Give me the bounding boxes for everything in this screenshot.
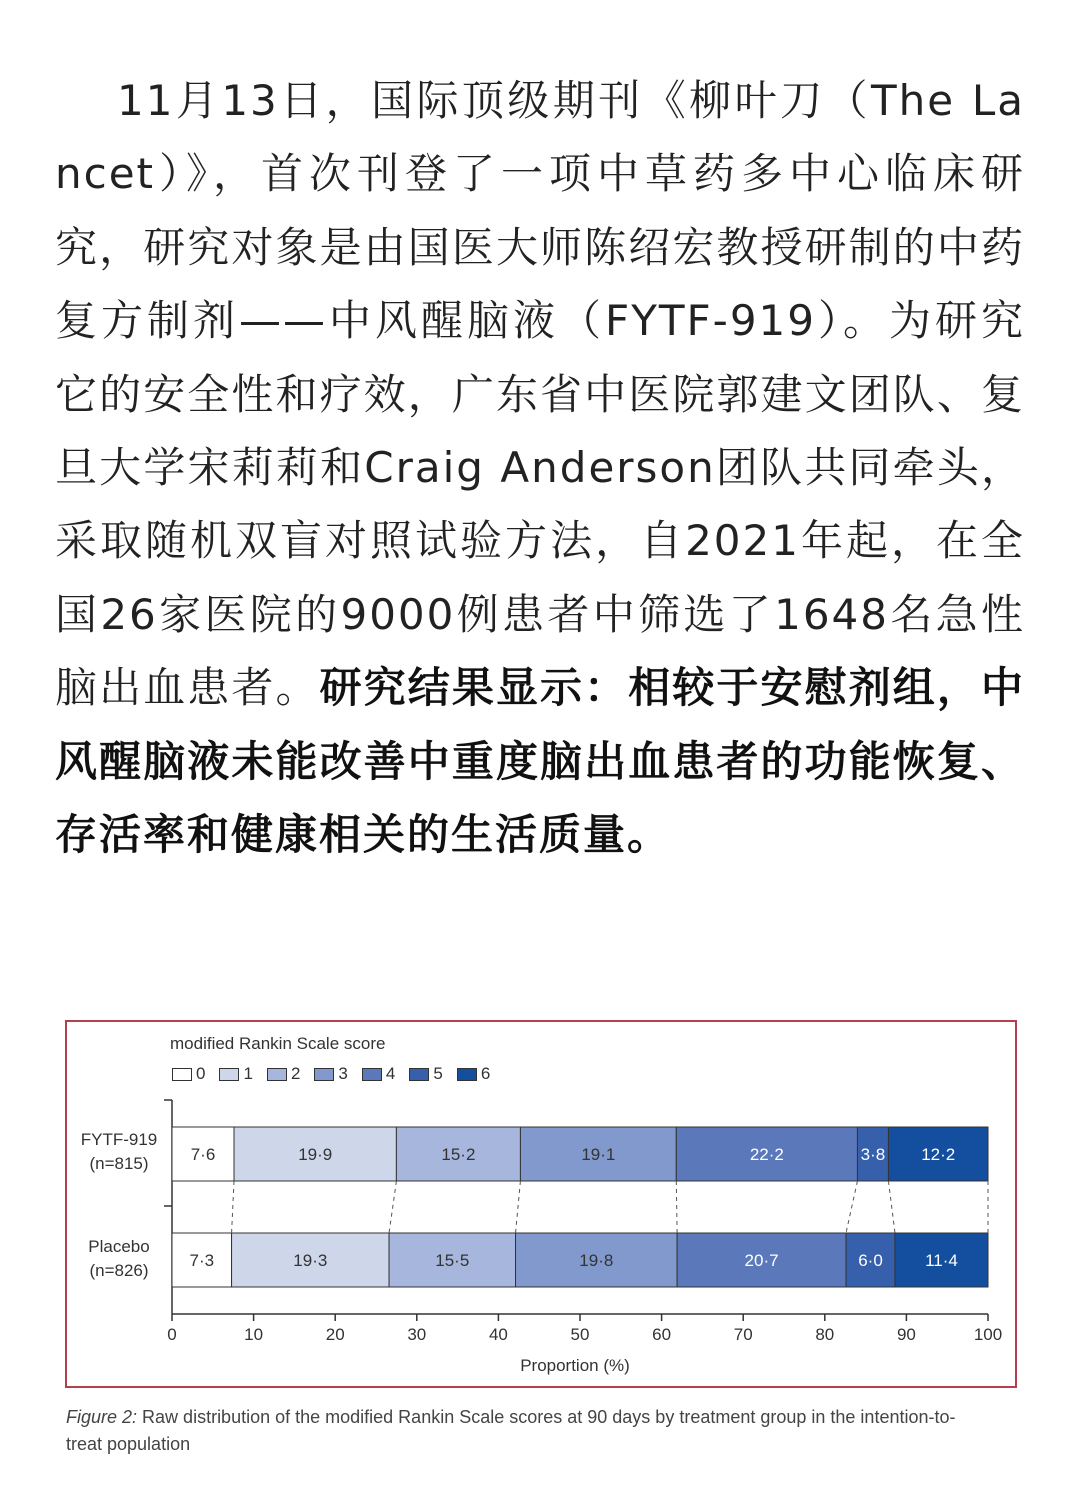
x-tick-label: 100 <box>973 1325 1003 1344</box>
bar-data-label: 7·6 <box>190 1145 216 1164</box>
legend-label: 0 <box>196 1064 206 1083</box>
caption-label: Figure 2: <box>66 1407 138 1427</box>
connector-line <box>389 1181 396 1233</box>
legend-label: 2 <box>290 1064 301 1083</box>
x-tick-label: 50 <box>570 1325 590 1344</box>
bar-data-label: 7·3 <box>189 1251 215 1270</box>
connector-line <box>846 1181 857 1233</box>
connector-line <box>888 1181 895 1233</box>
connector-line <box>516 1181 521 1233</box>
x-axis-label: Proportion (%) <box>520 1356 630 1375</box>
x-tick-label: 0 <box>167 1325 177 1344</box>
bar-data-label: 11·4 <box>925 1251 958 1270</box>
x-tick-label: 90 <box>896 1325 916 1344</box>
bar-data-label: 19·3 <box>293 1251 328 1270</box>
x-tick-label: 20 <box>325 1325 345 1344</box>
legend-title: modified Rankin Scale score <box>170 1034 386 1053</box>
legend-label: 5 <box>433 1064 443 1083</box>
article-paragraph: 11月13日，国际顶级期刊《柳叶刀（The Lancet）》，首次刊登了一项中草药多中心临床研究，研究对象是由国医大师陈绍宏教授研制的中药复方制剂——中风醒脑液（FYTF-919）。为研究它的安全性和疗效，广东省中医院郭建文团队、复旦大学宋莉莉和Craig Anderson团队共同牵头，采取随机双盲对照试验方法，自2021年起，在全国26家医院的9000例患者中筛选了1648名急性脑出血患者。 <box>55 76 1025 713</box>
x-tick-label: 30 <box>407 1325 427 1344</box>
legend-label: 4 <box>385 1064 396 1083</box>
bar-data-label: 12·2 <box>921 1145 956 1164</box>
legend-label: 1 <box>243 1064 253 1083</box>
bar-data-label: 3·8 <box>860 1145 886 1164</box>
group-n: (n=815) <box>89 1154 149 1173</box>
group-n: (n=826) <box>89 1261 149 1280</box>
group-name: FYTF-919 <box>80 1130 158 1149</box>
legend-label: 6 <box>480 1064 491 1083</box>
figure-caption <box>66 1404 966 1458</box>
x-tick-label: 10 <box>244 1325 264 1344</box>
connector-line <box>232 1181 234 1233</box>
x-tick-label: 40 <box>488 1325 508 1344</box>
x-tick-label: 60 <box>652 1325 672 1344</box>
bar-data-label: 19·8 <box>579 1251 614 1270</box>
caption-text: Raw distribution of the modified Rankin Scale scores at 90 days by treatment group in the intention-to-treat population <box>66 1407 956 1454</box>
bar-data-label: 20·7 <box>744 1251 779 1270</box>
x-tick-label: 70 <box>733 1325 753 1344</box>
bar-data-label: 15·5 <box>435 1251 470 1270</box>
group-name: Placebo <box>88 1237 150 1256</box>
legend-label: 3 <box>338 1064 348 1083</box>
connector-line <box>676 1181 677 1233</box>
article-conclusion: 研究结果显示：相较于安慰剂组，中风醒脑液未能改善中重度脑出血患者的功能恢复、存活率和健康相关的生活质量。 <box>55 663 1025 860</box>
bar-data-label: 19·9 <box>298 1145 333 1164</box>
bar-data-label: 19·1 <box>581 1145 616 1164</box>
bar-data-label: 15·2 <box>441 1145 476 1164</box>
bar-data-label: 22·2 <box>749 1145 784 1164</box>
x-tick-label: 80 <box>815 1325 835 1344</box>
bar-data-label: 6·0 <box>858 1251 883 1270</box>
